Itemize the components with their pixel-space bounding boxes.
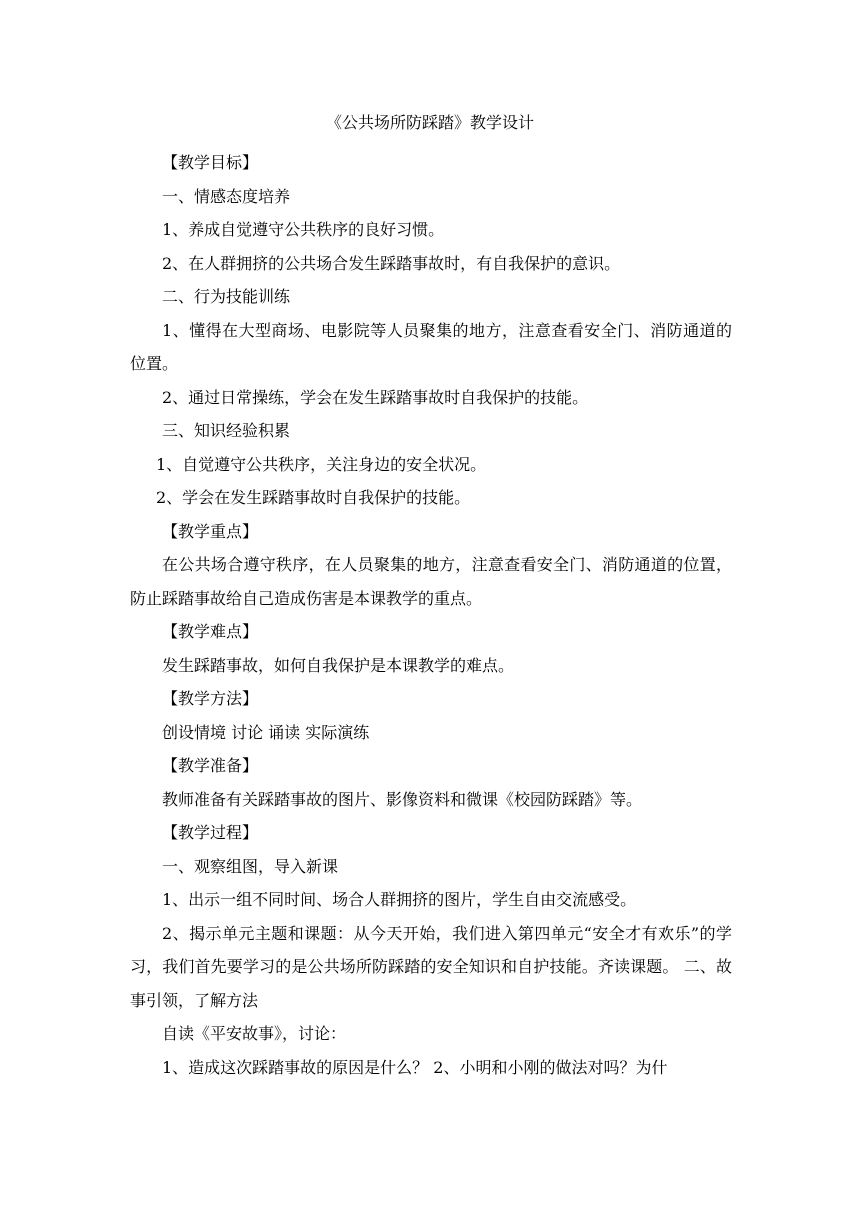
paragraph: 2、揭示单元主题和课题：从今天开始，我们进入第四单元“安全才有欢乐”的学习，我们首先要学习的是公共场所防踩踏的安全知识和自护技能。齐读课题。 二、故事引领，了解方法: [130, 923, 732, 1010]
heading-process: 【教学过程】: [162, 823, 259, 842]
paragraph: 2、通过日常操练，学会在发生踩踏事故时自我保护的技能。: [162, 387, 589, 407]
section-emotion: 一、情感态度培养: [162, 186, 291, 206]
paragraph: 发生踩踏事故，如何自我保护是本课教学的难点。: [162, 655, 515, 675]
paragraph: 自读《平安故事》，讨论：: [162, 1024, 347, 1043]
heading-preparation: 【教学准备】: [162, 756, 259, 775]
heading-methods: 【教学方法】: [162, 689, 259, 708]
paragraph: 教师准备有关踩踏事故的图片、影像资料和微课《校园防踩踏》等。: [162, 789, 643, 809]
paragraph: 1、懂得在大型商场、电影院等人员聚集的地方，注意查看安全门、消防通道的位置。: [130, 320, 732, 373]
paragraph: 2、学会在发生踩踏事故时自我保护的技能。: [156, 488, 471, 507]
paragraph: 1、自觉遵守公共秩序，关注身边的安全状况。: [156, 454, 487, 474]
heading-objectives: 【教学目标】: [162, 153, 259, 172]
paragraph: 2、在人群拥挤的公共场合发生踩踏事故时，有自我保护的意识。: [162, 253, 621, 273]
document-title: 《公共场所防踩踏》教学设计: [325, 113, 534, 132]
heading-difficulties: 【教学难点】: [162, 622, 259, 641]
heading-key-points: 【教学重点】: [162, 521, 259, 541]
document-body: [130, 146, 732, 1084]
paragraph: 1、出示一组不同时间、场合人群拥挤的图片，学生自由交流感受。: [162, 890, 637, 909]
section-intro: 一、观察组图，导入新课: [162, 856, 339, 876]
paragraph: 在公共场合遵守秩序，在人员聚集的地方，注意查看安全门、消防通道的位置，防止踩踏事故给自己造成伤害是本课教学的重点。: [130, 555, 732, 608]
paragraph: 创设情境 讨论 诵读 实际演练: [162, 722, 370, 742]
section-behavior: 二、行为技能训练: [162, 287, 291, 306]
paragraph: 1、造成这次踩踏事故的原因是什么？ 2、小明和小刚的做法对吗？为什: [162, 1057, 668, 1077]
paragraph: 1、养成自觉遵守公共秩序的良好习惯。: [162, 220, 445, 239]
section-knowledge: 三、知识经验积累: [162, 421, 291, 440]
